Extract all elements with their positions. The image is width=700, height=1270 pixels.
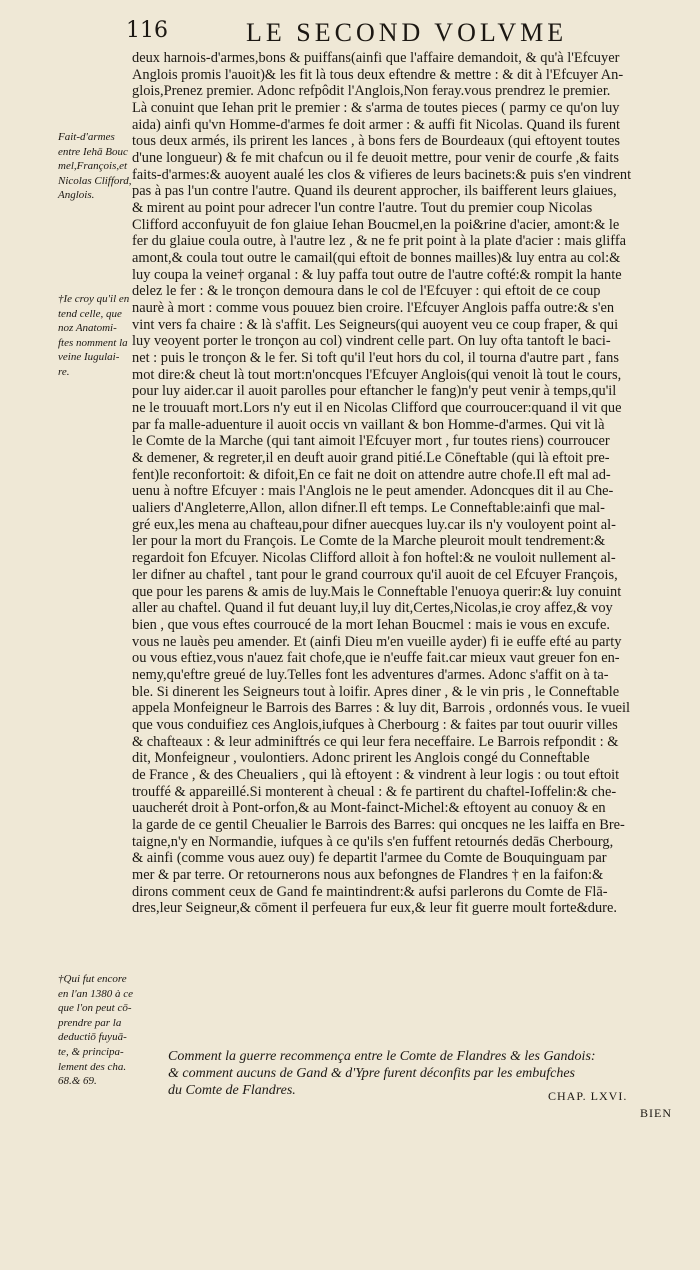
marginal-note-line: 68.& 69. <box>58 1075 97 1088</box>
text-line: le Comte de la Marche (qui tant aimoit l'Efcuyer mort , fur toutes riens) courroucer <box>132 433 610 450</box>
text-line: aller au chaftel. Quand il fut deuant luy,il luy dit,Certes,Nicolas,ie croy affez,& voy <box>132 600 613 617</box>
marginal-note-line: que l'on peut cō- <box>58 1002 132 1015</box>
marginal-note-line: en l'an 1380 à ce <box>58 987 134 1000</box>
text-line: gré eux,les mena au chafteau,pour difner auecques luy.car ils n'y vouloyent point al- <box>132 516 616 533</box>
folio-number: 116 <box>126 18 168 43</box>
text-line: ualiers d'Angleterre,Allon, allon difner.Il eft temps. Le Conneftable:ainfi que mal- <box>132 500 605 517</box>
running-title: LE SECOND VOLVME <box>246 18 568 47</box>
marginal-note-line: Fait-d'armes <box>58 131 115 143</box>
text-line: dres,leur Seigneur,& cōment il perfeuera fur eux,& leur fit guerre moult forte&dure. <box>132 900 617 917</box>
text-line: & ainfi (comme vous auez ouy) fe departit l'armee du Comte de Bouquinguam par <box>132 850 607 867</box>
text-line: ler difner au chaftel , tant pour le grand courroux qu'il auoit de cel Efcuyer François, <box>132 566 618 583</box>
marginal-note-line: mel,François,et <box>58 160 128 173</box>
text-line: mer & par terre. Or retournerons nous aux befongnes de Flandres † en la faifon:& <box>132 866 604 883</box>
marginal-note-line: Anglois. <box>58 189 95 202</box>
text-line: uaucherét droit à Pont-orfon,& au Mont-fainct-Michel:& eftoyent au conuoy & en <box>132 800 606 817</box>
marginal-note-line: deductiō fuyuā- <box>58 1031 127 1044</box>
text-line: deux harnois-d'armes,bons & puiffans(ainfi que l'affaire demandoit, & qu'à l'Efcuyer <box>132 50 620 66</box>
main-text-block <box>132 50 680 917</box>
text-line: pour luy aider.car il auoit parolles pour eftancher le fang)n'y peut venir à temps,qu'il <box>132 383 617 400</box>
marginal-note-line: Nicolas Clifford, <box>58 174 132 187</box>
marginal-note-line: †Qui fut encore <box>58 973 127 985</box>
text-line: naurè à mort : comme vous pouuez bien croire. l'Efcuyer Anglois paffa outre:& s'en <box>132 300 615 317</box>
marginal-note-annee-1380 <box>58 972 142 1089</box>
text-line: dit, Monfeigneur , voulontiers. Adonc prirent les Anglois congé du Conneftable <box>132 750 590 767</box>
text-line: ler pour la mort du François. Le Comte de la Marche pleuroit moult tendrement:& <box>132 533 606 550</box>
marginal-note-line: entre Iehā Bouc <box>58 145 128 158</box>
page-header <box>0 12 700 52</box>
text-line: delez le fer : & le tronçon demoura dans le col de l'Efcuyer : qui eftoit de ce coup <box>132 283 601 300</box>
text-line: ne le trouuaft mort.Lors n'y eut il en Nicolas Clifford que courroucer:quand il vit que <box>132 400 622 417</box>
chapter-heading-line: du Comte de Flandres. <box>168 1083 296 1098</box>
text-line: par fa malle-aduenture il auoit occis vn vaillant & bon Homme-d'armes. Qui vit là <box>132 416 605 433</box>
marginal-note-line: noz Anatomi- <box>58 322 117 335</box>
text-line: & demener, & regreter,il en deuft auoir grand pitié.Le Cōneftable (qui là eftoit pre- <box>132 450 610 467</box>
marginal-note-line: re. <box>58 365 70 378</box>
chapter-heading-line: & comment aucuns de Gand & d'Ypre furent déconfits par les embufches <box>168 1066 575 1081</box>
text-line: Anglois promis l'auoit)& les fit là tous deux eftendre & mettre : & dit à l'Efcuyer An- <box>132 66 624 83</box>
marginal-note-line: prendre par la <box>58 1016 122 1029</box>
text-line: regardoit fon Efcuyer. Nicolas Clifford alloit à fon hoftel:& ne vouloit nullement al- <box>132 550 616 567</box>
text-line: amont,& coula tout outre le camail(qui eftoit de bonnes mailles)& luy entra au col:& <box>132 250 621 267</box>
marginal-note-line: tend celle, que <box>58 307 122 320</box>
marginal-note-line: lement des cha. <box>58 1060 127 1073</box>
text-line: fer du glaiue coula outre, à l'autre lez , & ne fe prit point à la plate d'acier : mais gliffa <box>132 233 626 250</box>
text-line: Clifford acconfuyuit de fon glaiue Iehan Boucmel,en la poi&rine d'acier, amont:& le <box>132 216 620 233</box>
marginal-note-line: ftes nomment la <box>58 336 128 349</box>
text-line: de France , & des Cheualiers , qui là eftoyent : & vindrent à leur logis : ou tout eftoit <box>132 766 620 783</box>
text-line: Là conuint que Iehan prit le premier : & s'arma de toutes pieces ( parmy ce qu'on luy <box>132 100 620 117</box>
text-line: bien , que vous eftes courroucé de la mort Iehan Boucmel : mais ie vous en excufe. <box>132 616 610 633</box>
text-line: pas à pas l'un contre l'autre. Quand ils deurent approcher, ils baifferent leurs glaiues, <box>132 183 617 200</box>
text-line: vous ne lauès peu amender. Et (ainfi Dieu m'en vueille ayder) fi ie euffe efté au party <box>132 633 622 650</box>
chapter-number: CHAP. LXVI. <box>548 1089 628 1103</box>
text-line: appela Monfeigneur le Barrois des Barres : & luy dit, Barrois , ordonnés vous. Ie vueil <box>132 700 630 717</box>
marginal-note-veine-iugulaire <box>58 292 142 380</box>
text-line: que vous conduifiez ces Anglois,iufques à Cherbourg : & faites par tout ouurir villes <box>132 716 618 733</box>
text-line: luy coupa la veine† organal : & luy paffa tout outre de l'autre cofté:& rompit la hante <box>132 266 622 283</box>
text-line: aida) ainfi qu'vn Homme-d'armes fe doit armer : & auffi fit Nicolas. Quand ils furent <box>132 116 621 133</box>
marginal-note-line: veine Iugulai- <box>58 351 120 364</box>
text-line: ou vous eftiez,vous n'auez fait chofe,que ie n'euffe fait.car mieux vaut greuer fon en- <box>132 650 620 667</box>
text-line: glois,Prenez premier. Adonc refpôdit l'Anglois,Non feray.vous prendrez le premier. <box>132 83 611 100</box>
text-line: la garde de ce gentil Cheualier le Barrois des Barres: qui oncques ne les laiffa en Bre- <box>132 816 625 833</box>
text-line: que pour les parens & amis de luy.Mais le Conneftable l'enuoya querir:& luy conuint <box>132 583 622 600</box>
text-line: & mirent au point pour adrecer l'un contre l'autre. Tout du premier coup Nicolas <box>132 200 593 217</box>
text-line: trouffé & appareillé.Si monterent à cheual : & fe partirent du chaftel-Ioffelin:& che- <box>132 783 617 800</box>
marginal-note-line: te, & principa- <box>58 1045 124 1058</box>
text-line: mot dire:& cheut là tout mort:n'oncques l'Efcuyer Anglois(qui venoit là tout le cours, <box>132 366 622 383</box>
text-line: fent)le reconfortoit: & difoit,En ce fait ne doit on attendre autre chofe.Il eft mal ad- <box>132 466 611 483</box>
text-line: luy veoyent porter le tronçon au col) vindrent celle part. On luy ofta tantoft le baci- <box>132 333 611 350</box>
text-line: ble. Si dinerent les Seigneurs tout à loifir. Apres diner , & le vin pris , le Conneftable <box>132 683 620 700</box>
text-line: vint vers fa chaire : & là s'affit. Les Seigneurs(qui auoyent veu ce coup fraper, & qui <box>132 316 619 333</box>
text-line: & chafteaux : & leur adminiftrés ce qui leur fera neceffaire. Le Barrois refpondit : & <box>132 733 619 750</box>
text-line: taigne,n'y en Normandie, iufques à ce qu'ils s'en fuffent retournés dedās Cherbourg, <box>132 833 614 850</box>
text-line: d'une longueur) & fe mit chafcun ou il fe deuoit mettre, pour venir de courfe ,& faits <box>132 150 619 167</box>
text-line: net : puis le tronçon & le fer. Si toft qu'il l'eut hors du col, il tourna d'autre part , fans <box>132 350 619 367</box>
text-line: tous deux armés, ils prirent les lances , à bons fers de Bourdeaux (qui eftoyent toutes <box>132 133 620 150</box>
text-line: nemy,qu'eftre greué de luy.Telles font les adventures d'armes. Adonc s'affit on à ta- <box>132 666 609 683</box>
marginal-note-fait-darmes <box>58 130 142 203</box>
catchword: BIEN <box>640 1106 672 1120</box>
text-line: uenu à noftre Efcuyer : mais l'Anglois ne le peut amender. Adoncques dit il au Che- <box>132 483 614 500</box>
text-line: faits-d'armes:& auoyent aualé les clos & vifieres de leurs bacinets:& puis s'en vindrent <box>132 166 632 183</box>
text-line: dirons comment ceux de Gand fe maintindrent:& aufsi parlerons du Comte de Flā- <box>132 883 608 900</box>
chapter-heading-line: Comment la guerre recommença entre le Comte de Flandres & les Gandois: <box>168 1049 596 1064</box>
marginal-note-line: †Ie croy qu'il en <box>58 293 130 305</box>
